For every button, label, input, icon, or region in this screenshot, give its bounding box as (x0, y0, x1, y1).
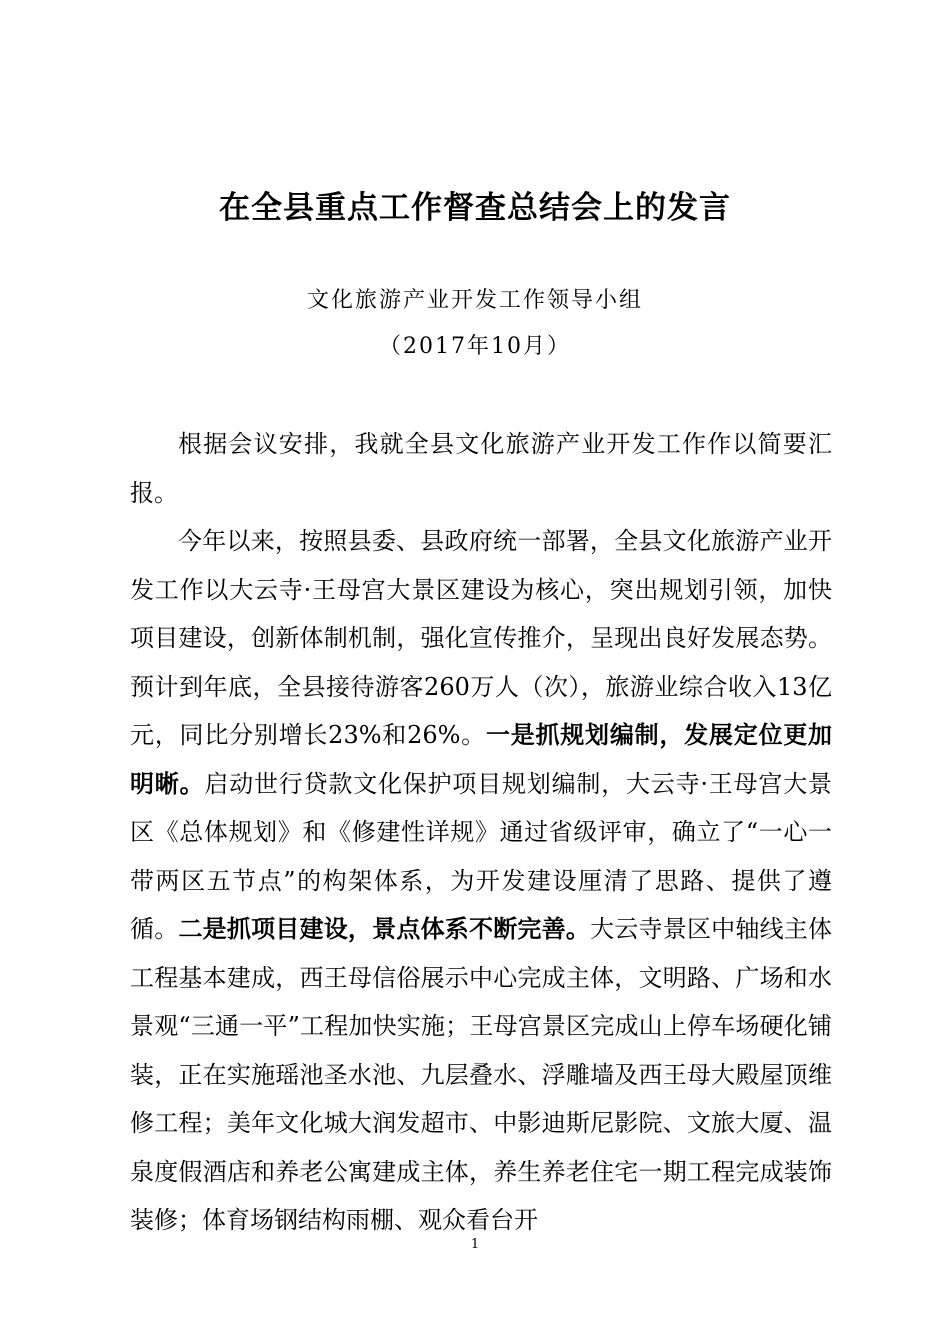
organization-name: 文化旅游产业开发工作领导小组 (306, 288, 643, 313)
document-body (130, 420, 832, 1245)
section-heading-2: 二是抓项目建设，景点体系不断完善。 (178, 914, 591, 943)
section-text-1: 启动世行贷款文化保护项目规划编制，大云寺·王母宫大景区《总体规划》和《修建性详规》通过省级评审，确立了“一心一带两区五节点”的构架体系，为开发建设厘清了思路、提供了遵循。 (130, 769, 832, 943)
page-number: 1 (470, 1237, 480, 1252)
document-title: 在全县重点工作督查总结会上的发言 (219, 190, 731, 226)
document-date: （2017年10月） (379, 334, 571, 359)
section-heading-1: 一是抓规划编制，发展定位更加明晰。 (130, 720, 833, 798)
paragraph-1: 根据会议安排，我就全县文化旅游产业开发工作作以简要汇报。 (130, 430, 832, 507)
paragraph-2 (130, 517, 832, 1245)
paragraph-2-intro: 今年以来，按照县委、县政府统一部署，全县文化旅游产业开发工作以大云寺·王母宫大景区建设为核心，突出规划引领，加快项目建设，创新体制机制，强化宣传推介，呈现出良好发展态势。预计到年底，全县接待游客260万人（次），旅游业综合收入13亿元，同比分别增长23%和26%。 (130, 527, 832, 749)
section-text-2: 大云寺景区中轴线主体工程基本建成，西王母信俗展示中心完成主体，文明路、广场和水景观“三通一平”工程加快实施；王母宫景区完成山上停车场硬化铺装，正在实施瑶池圣水池、九层叠水、浮雕墙及西王母大殿屋顶维修工程；美年文化城大润发超市、中影迪斯尼影院、文旅大厦、温泉度假酒店和养老公寓建成主体，养生养老住宅一期工程完成装饰装修；体育场钢结构雨棚、观众看台开 (130, 915, 833, 1234)
